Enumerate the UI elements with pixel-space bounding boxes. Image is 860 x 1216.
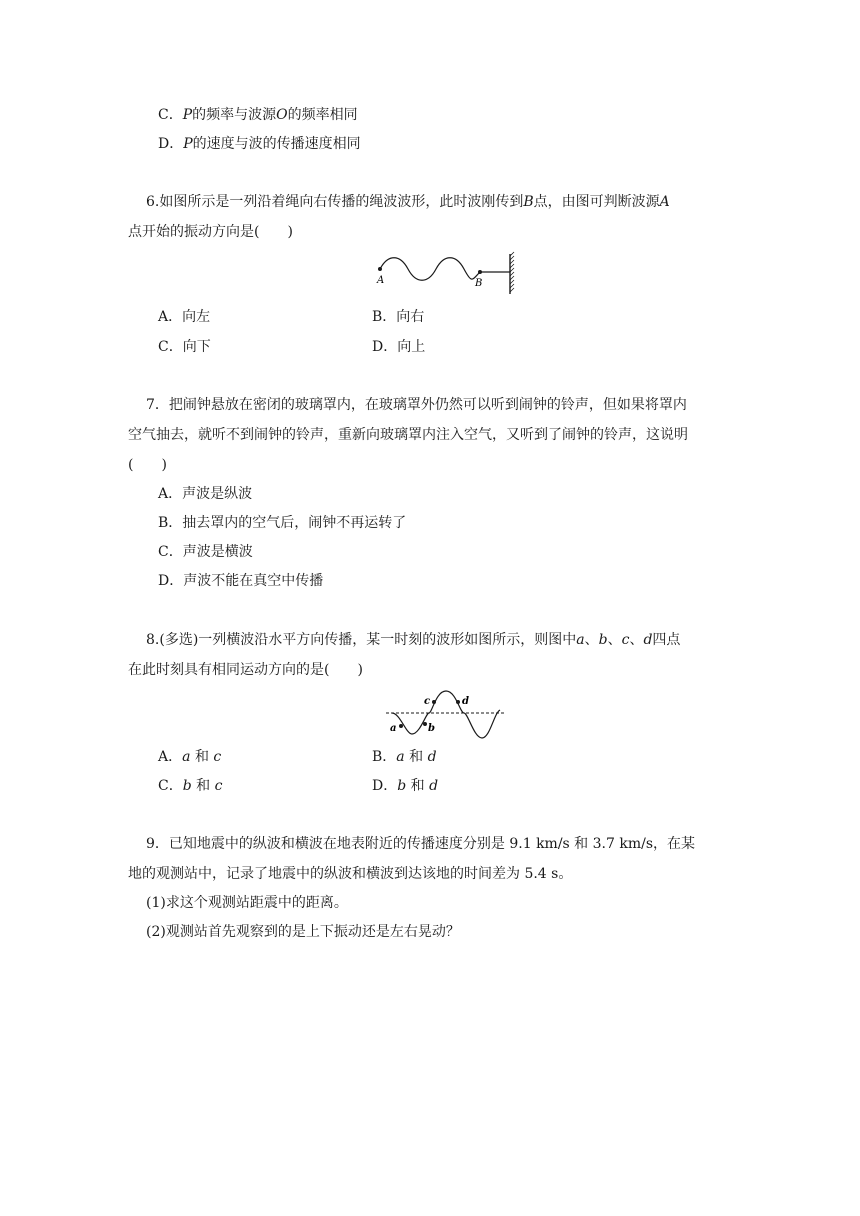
- q6-var-b: B: [523, 194, 534, 210]
- q8-option-b-v2: d: [427, 749, 437, 765]
- q7-option-b: B．抽去罩内的空气后，闹钟不再运转了: [158, 515, 407, 531]
- q6-option-c: C．向下: [158, 339, 211, 355]
- q8-stem-text-b: 四点: [652, 632, 681, 648]
- q6-option-d: D．向上: [372, 339, 426, 355]
- q7-option-d: D．声波不能在真空中传播: [158, 573, 324, 589]
- q8-sep-3: 、: [629, 632, 644, 648]
- q7-option-a: A．声波是纵波: [158, 486, 253, 502]
- q8-label-c: c: [424, 696, 431, 707]
- q8-option-a: [158, 747, 221, 767]
- q8-option-d: [372, 776, 438, 796]
- q8-option-d-v2: d: [429, 778, 439, 794]
- q8-label-d: d: [462, 696, 469, 707]
- q7-stem-line3: ( ): [128, 457, 167, 473]
- q6-point-b: [478, 270, 482, 274]
- q8-option-c-label: C．: [158, 778, 183, 794]
- q9-stem-line2: 地的观测站中，记录了地震中的纵波和横波到达该地的时间差为 5.4 s。: [128, 866, 573, 882]
- q6-rope-wave-figure: [372, 250, 522, 298]
- q7-option-c: C．声波是横波: [158, 544, 253, 560]
- q9-sub-question-1: (1)求这个观测站距震中的距离。: [146, 895, 348, 911]
- q6-point-a: [378, 267, 382, 271]
- q8-option-c: [158, 776, 222, 796]
- q8-point-d: [456, 700, 460, 704]
- q8-option-d-and: 和: [410, 778, 425, 794]
- q8-point-c: [432, 700, 436, 704]
- q8-stem-text-a: 8.(多选)一列横波沿水平方向传播，某一时刻的波形如图所示，则图中: [146, 632, 577, 648]
- q6-stem-line1: [146, 192, 670, 212]
- q7-stem-line1: 7．把闹钟悬放在密闭的玻璃罩内，在玻璃罩外仍然可以听到闹钟的铃声，但如果将罩内: [146, 397, 687, 413]
- q5-option-c: [158, 105, 358, 125]
- q6-label-b: B: [475, 278, 483, 289]
- q8-option-b-label: B．: [372, 749, 397, 765]
- q8-var-c: c: [621, 632, 630, 648]
- q8-option-c-and: 和: [196, 778, 211, 794]
- q8-stem-line2: 在此时刻具有相同运动方向的是( ): [128, 662, 363, 678]
- q7-stem-line2: 空气抽去，就听不到闹钟的铃声，重新向玻璃罩内注入空气，又听到了闹钟的铃声，这说明: [128, 427, 688, 443]
- q8-option-a-v2: c: [213, 749, 222, 765]
- q8-sep-1: 、: [584, 632, 599, 648]
- q5-option-c-text-end: 的频率相同: [287, 107, 358, 123]
- q5-option-d-label: D．: [158, 136, 184, 152]
- q9-sub-question-2: (2)观测站首先观察到的是上下振动还是左右晃动？: [146, 924, 460, 940]
- q6-stem-text-b: 点，由图可判断波源: [533, 194, 660, 210]
- q5-var-o: O: [276, 107, 288, 123]
- q5-var-p: P: [182, 107, 193, 123]
- q6-stem-text-a: 6.如图所示是一列沿着绳向右传播的绳波波形，此时波刚传到: [146, 194, 524, 210]
- q8-option-c-v1: b: [182, 778, 192, 794]
- q8-option-d-label: D．: [372, 778, 398, 794]
- q6-wave-curve: [380, 258, 480, 281]
- q8-var-b: b: [598, 632, 608, 648]
- q8-option-b-v1: a: [396, 749, 405, 765]
- q8-point-b: [423, 722, 427, 726]
- q6-option-b: B．向右: [372, 309, 425, 325]
- q8-label-b: b: [428, 723, 435, 734]
- q8-wave-curve: [392, 691, 500, 738]
- q5-option-d-var: P: [183, 136, 193, 152]
- q8-point-a: [399, 724, 403, 728]
- q6-var-a: A: [659, 194, 670, 210]
- q5-option-c-label: C．: [158, 107, 183, 123]
- q8-option-b-and: 和: [409, 749, 424, 765]
- q5-option-d-text: 的速度与波的传播速度相同: [192, 136, 361, 152]
- q8-sep-2: 、: [607, 632, 622, 648]
- q6-option-a: A．向左: [158, 309, 211, 325]
- q8-var-d: d: [643, 632, 653, 648]
- q8-option-c-v2: c: [214, 778, 223, 794]
- q8-var-a: a: [576, 632, 585, 648]
- q9-stem-line1: 9．已知地震中的纵波和横波在地表附近的传播速度分别是 9.1 km/s 和 3.7 km/s，在某: [146, 836, 696, 852]
- q8-option-a-v1: a: [182, 749, 191, 765]
- q8-stem-line1: [146, 630, 680, 650]
- q5-option-c-text: 的频率与波源: [192, 107, 277, 123]
- q6-stem-line2: 点开始的振动方向是( ): [128, 224, 293, 240]
- q8-transverse-wave-figure: [384, 686, 506, 744]
- q8-option-a-and: 和: [194, 749, 209, 765]
- q8-option-b: [372, 747, 437, 767]
- q8-label-a: a: [390, 723, 397, 734]
- q8-option-d-v1: b: [397, 778, 407, 794]
- q8-option-a-label: A．: [158, 749, 183, 765]
- q6-label-a: A: [377, 275, 385, 286]
- q5-option-d: [158, 134, 361, 154]
